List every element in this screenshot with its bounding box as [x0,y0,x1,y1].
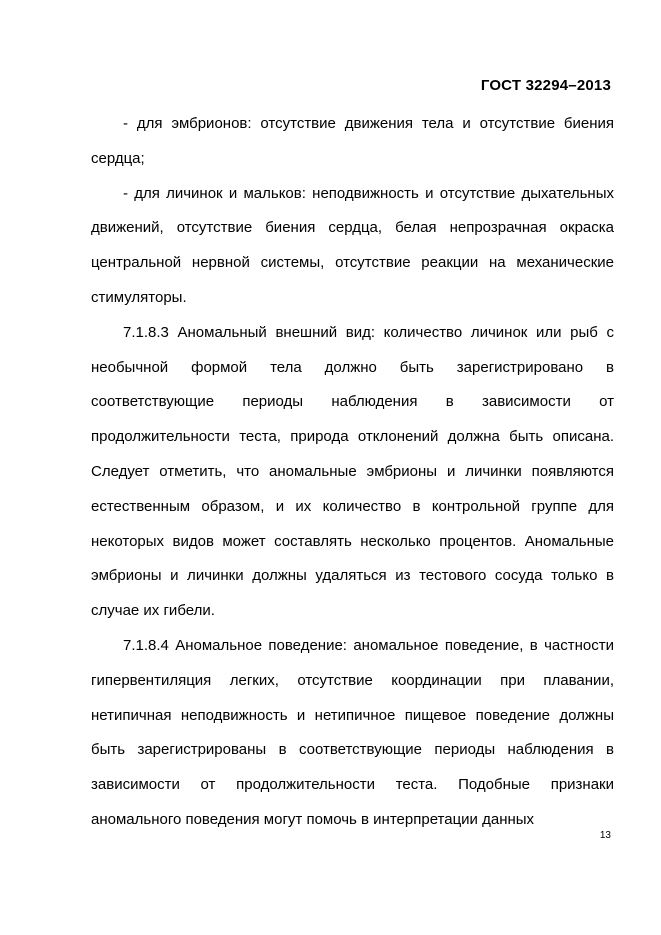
document-header: ГОСТ 32294–2013 [480,77,611,94]
document-body [91,107,614,838]
page-number: 13 [599,830,611,841]
paragraph-7-1-8-3: 7.1.8.3 Аномальный внешний вид: количество личинок или рыб с необычной формой тела должно быть зарегистрировано в соответствующие периоды наблюдения в зависимости от продолжительности теста, природа отклонений должна быть описана. Следует отметить, что аномальные эмбрионы и личинки появляются естественным образом, и их количество в контрольной группе для некоторых видов может составлять несколько процентов. Аномальные эмбрионы и личинки должны удаляться из тестового сосуда только в случае их гибели. [91,323,614,620]
paragraph-larvae-criteria: - для личинок и мальков: неподвижность и отсутствие дыхательных движений, отсутствие биения сердца, белая непрозрачная окраска центральной нервной системы, отсутствие реакции на механические стимуляторы. [91,184,614,306]
paragraph-7-1-8-4: 7.1.8.4 Аномальное поведение: аномальное поведение, в частности гипервентиляция легких, отсутствие координации при плавании, нетипичная неподвижность и нетипичное пищевое поведение должны быть зарегистрированы в соответствующие периоды наблюдения в зависимости от продолжительности теста. Подобные признаки аномального поведения могут помочь в интерпретации данных [91,636,614,828]
paragraph-embryos-criteria: - для эмбрионов: отсутствие движения тела и отсутствие биения сердца; [91,115,614,167]
